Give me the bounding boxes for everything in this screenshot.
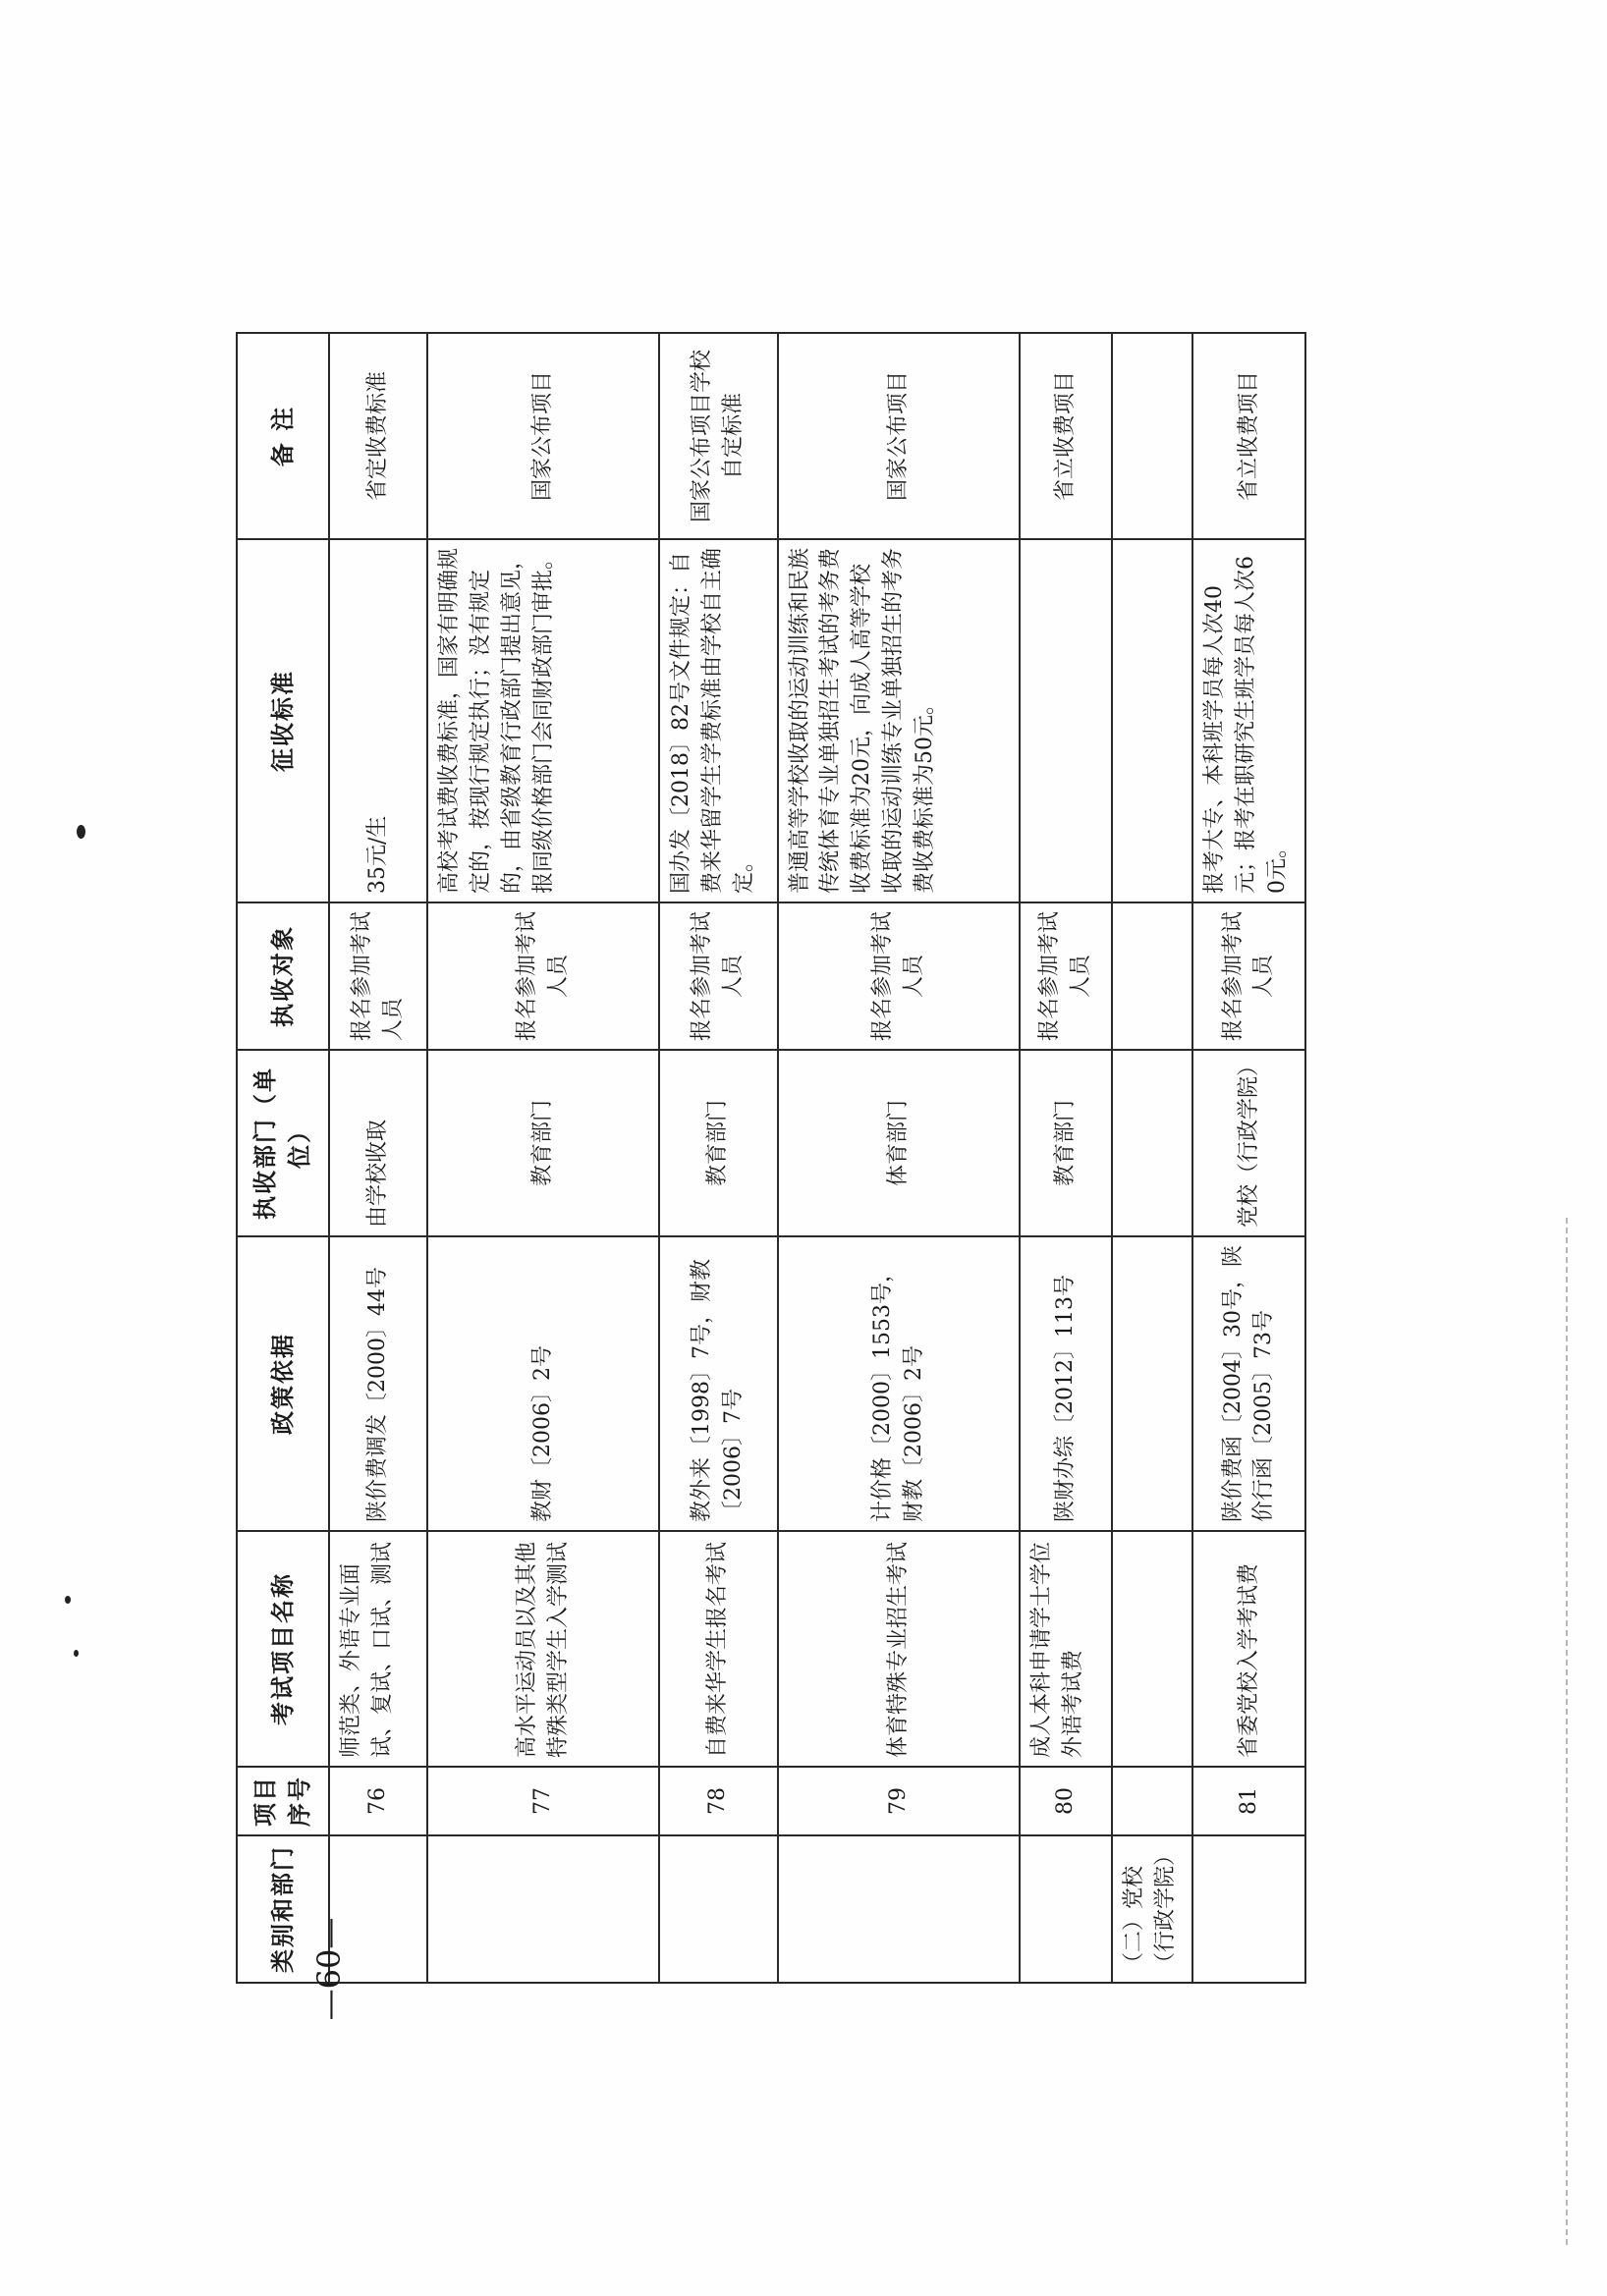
cell-category: （二）党校（行政学院） — [1112, 1835, 1192, 1983]
cell-target — [1112, 902, 1192, 1050]
header-standard: 征收标准 — [237, 539, 329, 902]
fee-table-rotated — [236, 334, 1306, 1984]
cell-note: 国家公布项目 — [427, 333, 659, 539]
cell-seq: 80 — [1020, 1767, 1112, 1835]
table-row — [1112, 333, 1192, 1983]
cell-standard: 35元/生 — [329, 539, 427, 902]
table-row — [778, 333, 1020, 1983]
table-row — [1192, 333, 1305, 1983]
cell-standard: 高校考试费收费标准，国家有明确规定的，按现行规定执行；没有规定的，由省级教育行政部门提出意见，报同级价格部门会同财政部门审批。 — [427, 539, 659, 902]
cell-name: 成人本科申请学士学位外语考试费 — [1020, 1531, 1112, 1767]
header-basis: 政策依据 — [237, 1236, 329, 1531]
cell-basis: 陕价费调发〔2000〕44号 — [329, 1236, 427, 1531]
scan-speck — [77, 825, 85, 839]
cell-note: 国家公布项目 — [778, 333, 1020, 539]
cell-standard — [1020, 539, 1112, 902]
cell-name: 高水平运动员以及其他特殊类型学生入学测试 — [427, 1531, 659, 1767]
cell-seq: 81 — [1192, 1767, 1305, 1835]
cell-name: 省委党校入学考试费 — [1192, 1531, 1305, 1767]
cell-seq — [1112, 1767, 1192, 1835]
cell-dept: 教育部门 — [659, 1050, 778, 1236]
cell-standard: 报考大专、本科班学员每人次40元；报考在职研究生班学员每人次60元。 — [1192, 539, 1305, 902]
header-name: 考试项目名称 — [237, 1531, 329, 1767]
cell-standard: 普通高等学校收取的运动训练和民族传统体育专业单独招生考试的考务费收费标准为20元，向成人高等学校收取的运动训练专业单独招生的考务费收费标准为50元。 — [778, 539, 1020, 902]
cell-dept: 体育部门 — [778, 1050, 1020, 1236]
cell-dept: 由学校收取 — [329, 1050, 427, 1236]
cell-category — [1020, 1835, 1112, 1983]
cell-target: 报名参加考试人员 — [659, 902, 778, 1050]
cell-note: 省立收费项目 — [1020, 333, 1112, 539]
cell-category — [1192, 1835, 1305, 1983]
cell-target: 报名参加考试人员 — [1192, 902, 1305, 1050]
cell-category — [778, 1835, 1020, 1983]
cell-seq: 79 — [778, 1767, 1020, 1835]
cell-category — [659, 1835, 778, 1983]
cell-dept — [1112, 1050, 1192, 1236]
table-row — [427, 333, 659, 1983]
cell-seq: 77 — [427, 1767, 659, 1835]
cell-basis: 陕财办综〔2012〕113号 — [1020, 1236, 1112, 1531]
cell-name: 自费来华学生报名考试 — [659, 1531, 778, 1767]
cell-name: 体育特殊专业招生考试 — [778, 1531, 1020, 1767]
scan-edge-line — [1566, 1218, 1568, 2249]
cell-standard: 国办发〔2018〕82号文件规定：自费来华留学生学费标准由学校自主确定。 — [659, 539, 778, 902]
table-row — [329, 333, 427, 1983]
header-seq: 项目序号 — [237, 1767, 329, 1835]
header-category: 类别和部门 — [237, 1835, 329, 1983]
cell-basis: 计价格〔2000〕1553号，财教〔2006〕2号 — [778, 1236, 1020, 1531]
table-header-row — [237, 333, 329, 1983]
cell-target: 报名参加考试人员 — [778, 902, 1020, 1050]
cell-dept: 党校（行政学院） — [1192, 1050, 1305, 1236]
cell-note — [1112, 333, 1192, 539]
cell-note: 省立收费项目 — [1192, 333, 1305, 539]
table-row — [1020, 333, 1112, 1983]
cell-target: 报名参加考试人员 — [427, 902, 659, 1050]
page-number: —60— — [310, 1917, 348, 2021]
cell-seq: 76 — [329, 1767, 427, 1835]
cell-name — [1112, 1531, 1192, 1767]
cell-basis: 陕价费函〔2004〕30号，陕价行函〔2005〕73号 — [1192, 1236, 1305, 1531]
cell-seq: 78 — [659, 1767, 778, 1835]
header-dept: 执收部门（单位） — [237, 1050, 329, 1236]
header-target: 执收对象 — [237, 902, 329, 1050]
cell-category — [427, 1835, 659, 1983]
header-note: 备 注 — [237, 333, 329, 539]
cell-dept: 教育部门 — [427, 1050, 659, 1236]
cell-standard — [1112, 539, 1192, 902]
cell-basis: 教外来〔1998〕7号，财教〔2006〕7号 — [659, 1236, 778, 1531]
cell-basis — [1112, 1236, 1192, 1531]
scan-speck — [74, 1650, 79, 1657]
cell-basis: 教财〔2006〕2号 — [427, 1236, 659, 1531]
table-row — [659, 333, 778, 1983]
cell-dept: 教育部门 — [1020, 1050, 1112, 1236]
cell-note: 国家公布项目学校自定标准 — [659, 333, 778, 539]
cell-target: 报名参加考试人员 — [1020, 902, 1112, 1050]
cell-name: 师范类、外语专业面试、复试、口试、测试 — [329, 1531, 427, 1767]
cell-note: 省定收费标准 — [329, 333, 427, 539]
fee-table — [236, 332, 1306, 1984]
cell-target: 报名参加考试人员 — [329, 902, 427, 1050]
scan-speck — [65, 1596, 71, 1604]
